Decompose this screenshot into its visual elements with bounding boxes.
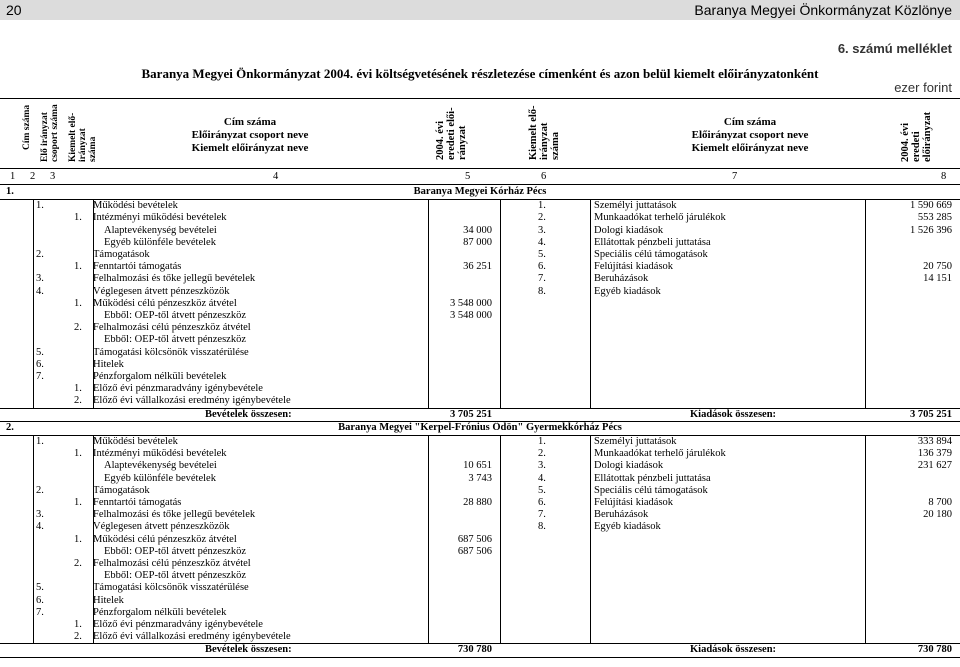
colnum-3: 3 (50, 171, 56, 182)
left-row-group-no: 3. (36, 273, 44, 285)
left-row-item-no: 1. (74, 448, 82, 460)
right-row-label: Beruházások (594, 273, 649, 285)
right-row-no: 4. (538, 472, 546, 484)
right-row-no: 3. (538, 460, 546, 472)
left-row-value: 687 506 (457, 545, 492, 557)
left-row-label: Ebből: OEP-től átvett pénzeszköz (104, 545, 247, 557)
right-row-label: Ellátottak pénzbeli juttatása (594, 236, 711, 248)
left-row-value: 10 651 (463, 460, 492, 472)
currency-unit: ezer forint (894, 80, 952, 95)
header-col5: 2004. évi eredeti elői-rányzat (435, 107, 468, 160)
left-row-group-no: 5. (36, 346, 44, 358)
left-row-value: 36 251 (463, 261, 492, 273)
col-sep-4 (500, 200, 501, 407)
annex-label: 6. számú melléklet (837, 41, 952, 56)
right-row-label: Egyéb kiadások (594, 285, 661, 297)
section-name: Baranya Megyei Kórház Pécs (413, 186, 547, 197)
right-row-no: 4. (538, 236, 546, 248)
header-bottom-rule (0, 168, 960, 169)
left-row-label: Fenntartói támogatás (93, 497, 182, 508)
left-row-group-no: 7. (36, 371, 44, 382)
left-row-value: 28 880 (463, 497, 492, 508)
colnum-7: 7 (732, 171, 738, 182)
right-row-value: 1 590 669 (910, 200, 952, 212)
expense-total-label: Kiadások összesen: (690, 644, 777, 656)
left-row-value: 87 000 (463, 236, 492, 248)
right-row-value: 333 894 (917, 436, 952, 447)
left-row-label: Támogatási kölcsönök visszatérülése (93, 346, 249, 358)
left-row-label: Előző évi vállalkozási eredmény igénybevétele (93, 395, 291, 407)
colnum-bottom-rule (0, 184, 960, 185)
left-row-group-no: 5. (36, 582, 44, 594)
left-row-item-no: 1. (74, 383, 82, 395)
colnum-2: 2 (30, 171, 36, 182)
header-right-line-1: Cím száma (723, 116, 777, 128)
col-sep-4 (500, 436, 501, 643)
right-row-no: 3. (538, 224, 546, 236)
left-row-item-no: 2. (74, 558, 82, 569)
right-row-label: Dologi kiadások (594, 460, 664, 472)
section-name: Baranya Megyei "Kerpel-Frónius Ödön" Gyermekkórház Pécs (338, 421, 622, 433)
col-sep-1 (33, 200, 34, 407)
left-row-label: Működési bevételek (93, 436, 178, 447)
header-left-line-2: Előirányzat csoport neve (191, 129, 309, 141)
left-row-label: Intézményi működési bevételek (93, 448, 227, 460)
right-row-no: 5. (538, 249, 546, 260)
right-row-label: Személyi juttatások (594, 436, 677, 447)
income-total-value: 730 780 (457, 644, 492, 656)
left-row-item-no: 1. (74, 297, 82, 309)
right-row-no: 2. (538, 212, 546, 224)
left-row-group-no: 2. (36, 249, 44, 260)
left-row-group-no: 4. (36, 285, 44, 297)
header-right-line-3: Kiemelt előirányzat neve (691, 142, 809, 154)
left-row-label: Véglegesen átvett pénzeszközök (93, 521, 230, 533)
left-row-value: 3 743 (468, 472, 492, 484)
right-row-label: Felújítási kiadások (594, 261, 674, 273)
header-eloi-csoport: Elő irányzat csoport száma (40, 104, 60, 162)
left-row-item-no: 1. (74, 497, 82, 508)
section-total-rule-bottom (0, 657, 960, 658)
left-row-item-no: 1. (74, 533, 82, 545)
left-row-label: Előző évi vállalkozási eredmény igénybevétele (93, 631, 291, 643)
left-row-label: Pénzforgalom nélküli bevételek (93, 606, 227, 618)
right-row-no: 5. (538, 484, 546, 496)
left-row-value: 3 548 000 (450, 297, 492, 309)
right-row-value: 1 526 396 (910, 224, 952, 236)
left-row-label: Működési célú pénzeszköz átvétel (93, 533, 237, 545)
right-row-label: Speciális célú támogatások (594, 249, 708, 260)
header-left-line-1: Cím száma (223, 116, 277, 128)
col-sep-1 (33, 436, 34, 643)
income-total-label: Bevételek összesen: (205, 644, 292, 656)
expense-total-label: Kiadások összesen: (690, 408, 777, 420)
left-row-label: Ebből: OEP-től átvett pénzeszköz (104, 310, 247, 321)
col-sep-6 (865, 436, 866, 643)
col-sep-5 (590, 436, 591, 643)
income-total-value: 3 705 251 (450, 408, 492, 420)
right-row-no: 6. (538, 497, 546, 508)
right-row-value: 14 151 (923, 273, 952, 285)
colnum-8: 8 (941, 171, 947, 182)
left-row-label: Felhalmozási célú pénzeszköz átvétel (93, 322, 251, 334)
left-row-label: Alaptevékenység bevételei (104, 224, 217, 236)
left-row-label: Egyéb különféle bevételek (104, 472, 216, 484)
left-row-group-no: 1. (36, 200, 44, 212)
right-row-value: 136 379 (917, 448, 952, 460)
left-row-group-no: 4. (36, 521, 44, 533)
journal-title: Baranya Megyei Önkormányzat Közlönye (694, 2, 952, 18)
right-row-no: 7. (538, 509, 546, 521)
right-row-value: 20 750 (923, 261, 952, 273)
left-row-item-no: 1. (74, 212, 82, 224)
right-row-no: 8. (538, 285, 546, 297)
expense-total-value: 3 705 251 (910, 408, 952, 420)
section-number: 1. (6, 186, 14, 197)
left-row-label: Fenntartói támogatás (93, 261, 182, 273)
left-row-label: Hitelek (93, 594, 124, 606)
left-row-label: Támogatások (93, 249, 150, 260)
header-top-rule (0, 98, 960, 99)
left-row-group-no: 1. (36, 436, 44, 447)
right-row-no: 1. (538, 200, 546, 212)
right-row-value: 553 285 (917, 212, 952, 224)
left-row-group-no: 7. (36, 606, 44, 618)
left-row-label: Támogatási kölcsönök visszatérülése (93, 582, 249, 594)
left-row-group-no: 6. (36, 594, 44, 606)
income-total-label: Bevételek összesen: (205, 408, 292, 420)
colnum-4: 4 (273, 171, 279, 182)
col-sep-5 (590, 200, 591, 407)
left-row-label: Intézményi működési bevételek (93, 212, 227, 224)
left-row-value: 687 506 (457, 533, 492, 545)
left-row-label: Ebből: OEP-től átvett pénzeszköz (104, 570, 247, 582)
header-right-block (620, 116, 880, 155)
header-kiemelt-szama: Kiemelt elő-irányzat száma (68, 112, 98, 162)
right-row-label: Ellátottak pénzbeli juttatása (594, 472, 711, 484)
document-title: Baranya Megyei Önkormányzat 2004. évi költségvetésének részletezése címenként és azon belül kiemelt előirányzatonként (141, 66, 819, 81)
right-row-no: 2. (538, 448, 546, 460)
left-row-item-no: 2. (74, 631, 82, 643)
right-row-label: Egyéb kiadások (594, 521, 661, 533)
page-number: 20 (6, 2, 22, 18)
left-row-item-no: 2. (74, 395, 82, 407)
left-row-label: Alaptevékenység bevételei (104, 460, 217, 472)
right-row-label: Munkaadókat terhelő járulékok (594, 212, 726, 224)
right-row-no: 6. (538, 261, 546, 273)
left-row-label: Egyéb különféle bevételek (104, 236, 216, 248)
section-number: 2. (6, 421, 14, 433)
left-row-label: Felhalmozási és tőke jellegű bevételek (93, 273, 256, 285)
colnum-6: 6 (541, 171, 547, 182)
colnum-5: 5 (465, 171, 471, 182)
header-cim-szama: Cím száma (22, 104, 32, 150)
col-sep-3 (428, 436, 429, 643)
header-left-block (120, 116, 380, 155)
right-row-label: Speciális célú támogatások (594, 484, 708, 496)
left-row-label: Pénzforgalom nélküli bevételek (93, 371, 227, 382)
right-row-no: 8. (538, 521, 546, 533)
left-row-label: Előző évi pénzmaradvány igénybevétele (93, 383, 263, 395)
left-row-item-no: 2. (74, 322, 82, 334)
expense-total-value: 730 780 (917, 644, 952, 656)
right-row-no: 7. (538, 273, 546, 285)
left-row-label: Hitelek (93, 358, 124, 370)
left-row-label: Támogatások (93, 484, 150, 496)
col-sep-6 (865, 200, 866, 407)
header-left-line-3: Kiemelt előirányzat neve (191, 142, 309, 154)
header-col6: Kiemelt elő-irányzat száma (528, 105, 561, 160)
right-row-value: 8 700 (928, 497, 952, 508)
right-row-label: Személyi juttatások (594, 200, 677, 212)
left-row-label: Felhalmozási és tőke jellegű bevételek (93, 509, 256, 521)
colnum-1: 1 (10, 171, 16, 182)
right-row-label: Felújítási kiadások (594, 497, 674, 508)
left-row-label: Előző évi pénzmaradvány igénybevétele (93, 619, 263, 630)
page-header-bar (0, 0, 960, 20)
left-row-label: Véglegesen átvett pénzeszközök (93, 285, 230, 297)
right-row-value: 231 627 (917, 460, 952, 472)
right-row-label: Dologi kiadások (594, 224, 664, 236)
left-row-label: Felhalmozási célú pénzeszköz átvétel (93, 558, 251, 569)
right-row-label: Beruházások (594, 509, 649, 521)
left-row-value: 34 000 (463, 224, 492, 236)
right-row-no: 1. (538, 436, 546, 447)
left-row-value: 3 548 000 (450, 310, 492, 321)
left-row-label: Működési bevételek (93, 200, 178, 212)
left-row-group-no: 6. (36, 358, 44, 370)
left-row-group-no: 2. (36, 484, 44, 496)
left-row-label: Ebből: OEP-től átvett pénzeszköz (104, 334, 247, 346)
left-row-item-no: 1. (74, 261, 82, 273)
left-row-group-no: 3. (36, 509, 44, 521)
left-row-label: Működési célú pénzeszköz átvétel (93, 297, 237, 309)
col-sep-2 (93, 200, 94, 407)
left-row-item-no: 1. (74, 619, 82, 630)
right-row-value: 20 180 (923, 509, 952, 521)
header-col8: 2004. évi eredeti előirányzat (900, 111, 933, 162)
header-right-line-2: Előirányzat csoport neve (691, 129, 809, 141)
col-sep-2 (93, 436, 94, 643)
col-sep-3 (428, 200, 429, 407)
right-row-label: Munkaadókat terhelő járulékok (594, 448, 726, 460)
